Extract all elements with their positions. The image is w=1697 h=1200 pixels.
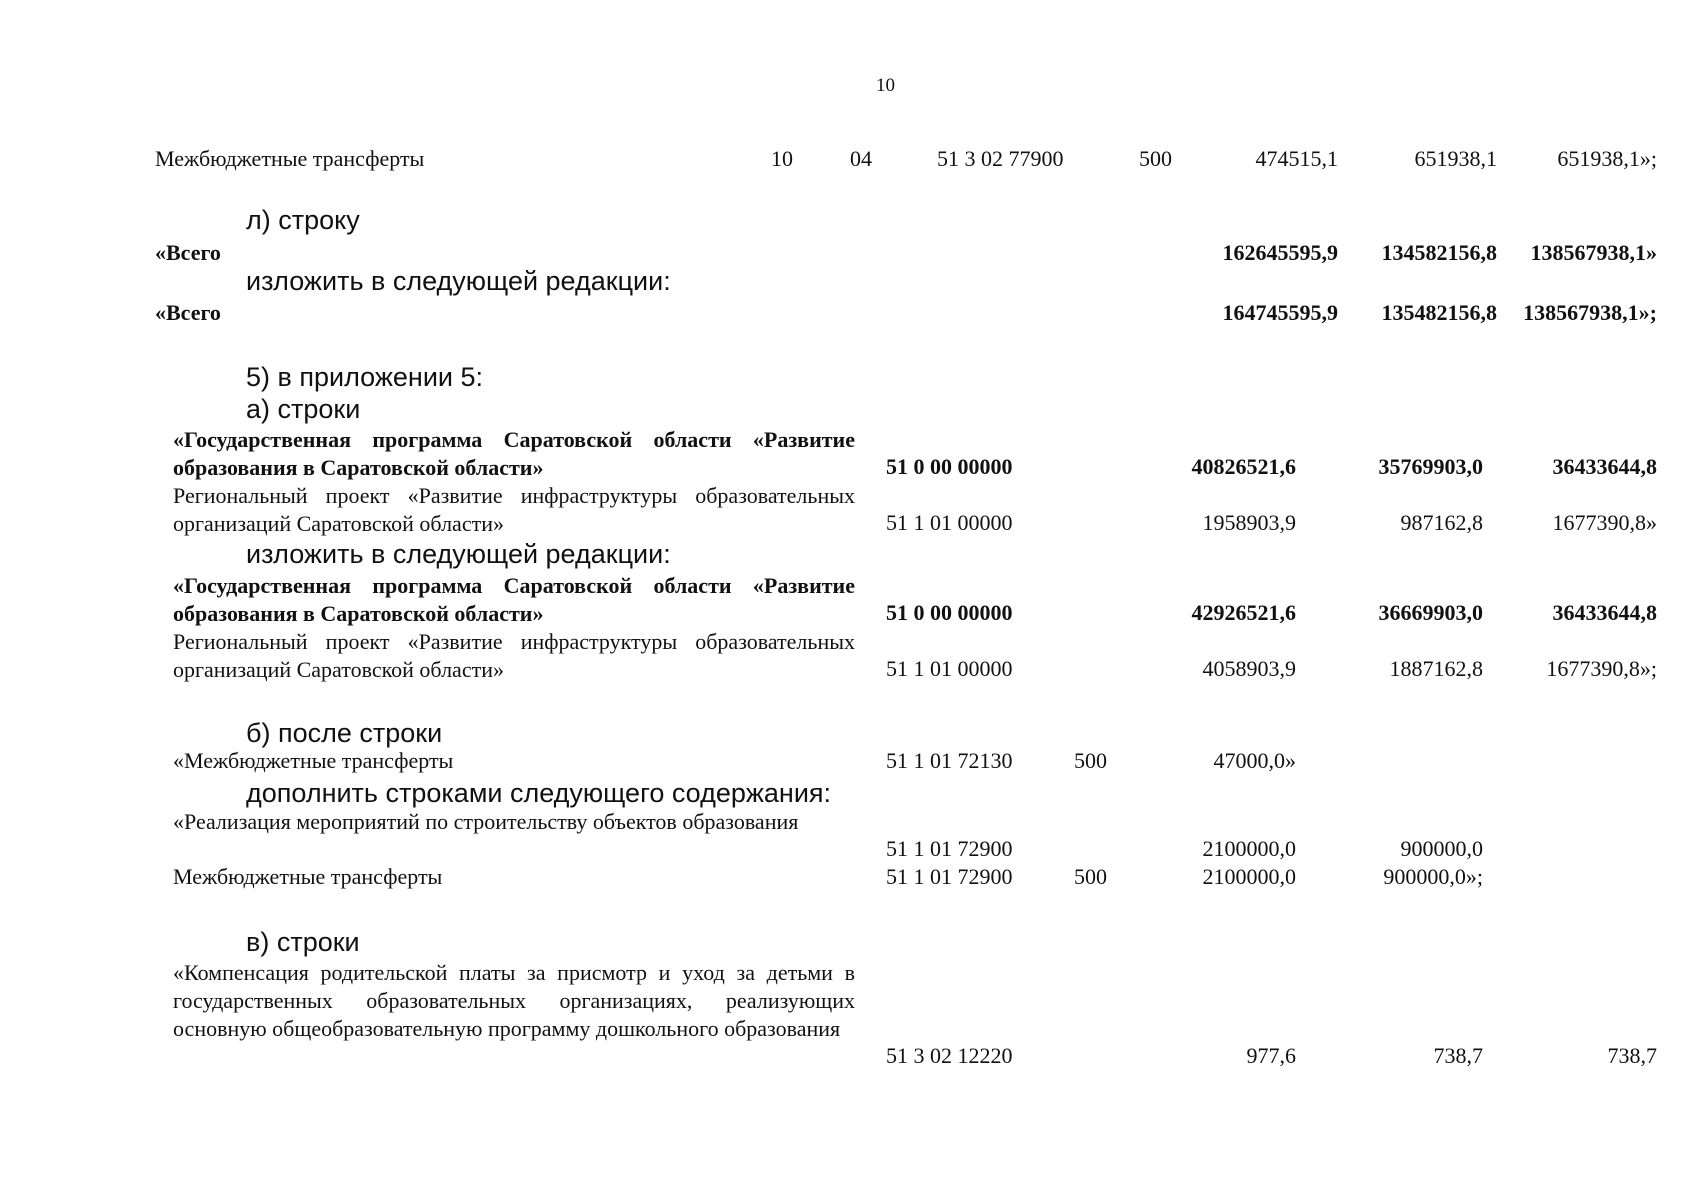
project-row-new-text: Региональный проект «Развитие инфраструктуры образовательных организаций Саратовской области»	[173, 629, 855, 682]
top-row-code: 51 3 02 77900	[937, 146, 1064, 171]
top-row-value-2: 651938,1	[1414, 146, 1497, 171]
section-l-new-value-2: 135482156,8	[1381, 300, 1497, 325]
top-row-label: Межбюджетные трансферты	[155, 146, 425, 171]
project-row-old-value-3: 1677390,8»	[1552, 510, 1657, 535]
section-l-new-value-1: 164745595,9	[1222, 300, 1338, 325]
program-row-new-value-1: 42926521,6	[1191, 600, 1296, 625]
construction-row-code: 51 1 01 72900	[886, 836, 1013, 861]
transfers-row-value-1: 47000,0»	[1213, 748, 1296, 773]
transfers-row-code: 51 1 01 72130	[886, 748, 1013, 773]
compensation-row-value-2: 738,7	[1433, 1043, 1483, 1068]
project-row-new-value-2: 1887162,8	[1389, 656, 1483, 681]
section-l-heading: л) строку	[246, 205, 360, 235]
top-row-value-1: 474515,1	[1255, 146, 1338, 171]
top-row-section: 10	[771, 146, 793, 171]
section-l-new-value-3: 138567938,1»;	[1523, 300, 1657, 325]
program-row-new-code: 51 0 00 00000	[886, 600, 1013, 625]
project-row-old-value-1: 1958903,9	[1202, 510, 1296, 535]
transfers-row-expense-type: 500	[1074, 748, 1107, 773]
program-row-new-text: «Государственная программа Саратовской области «Развитие образования в Саратовской области»	[173, 573, 855, 626]
section-5b-heading: б) после строки	[246, 718, 443, 748]
project-row-old-code: 51 1 01 00000	[886, 510, 1013, 535]
section-l-old-value-2: 134582156,8	[1381, 240, 1497, 265]
construction-transfers-value-1: 2100000,0	[1202, 864, 1296, 889]
section-5b-supplement: дополнить строками следующего содержания:	[246, 778, 832, 808]
program-row-new-value-2: 36669903,0	[1378, 600, 1483, 625]
program-row-new-value-3: 36433644,8	[1552, 600, 1657, 625]
program-row-old-text: «Государственная программа Саратовской области «Развитие образования в Саратовской области»	[173, 427, 855, 480]
project-row-old-text: Региональный проект «Развитие инфраструктуры образовательных организаций Саратовской области»	[173, 483, 855, 536]
section-l-old-value-1: 162645595,9	[1222, 240, 1338, 265]
project-row-new-value-3: 1677390,8»;	[1546, 656, 1657, 681]
transfers-row-text: «Межбюджетные трансферты	[173, 748, 454, 773]
construction-transfers-text: Межбюджетные трансферты	[173, 864, 443, 889]
section-l-redaction: изложить в следующей редакции:	[246, 266, 671, 296]
project-row-new-code: 51 1 01 00000	[886, 656, 1013, 681]
construction-transfers-value-2: 900000,0»;	[1383, 864, 1483, 889]
construction-row-value-1: 2100000,0	[1202, 836, 1296, 861]
project-row-new-value-1: 4058903,9	[1202, 656, 1296, 681]
section-5c-heading: в) строки	[246, 927, 360, 957]
section-l-old-value-3: 138567938,1»	[1530, 240, 1657, 265]
construction-row-value-2: 900000,0	[1400, 836, 1483, 861]
program-row-old-code: 51 0 00 00000	[886, 454, 1013, 479]
section-l-old-label: «Всего	[155, 240, 221, 265]
section-l-new-label: «Всего	[155, 300, 221, 325]
program-row-old-value-3: 36433644,8	[1552, 454, 1657, 479]
project-row-old-value-2: 987162,8	[1400, 510, 1483, 535]
top-row-expense-type: 500	[1139, 146, 1172, 171]
construction-transfers-code: 51 1 01 72900	[886, 864, 1013, 889]
program-row-old-value-2: 35769903,0	[1378, 454, 1483, 479]
section-5-heading: 5) в приложении 5:	[246, 362, 484, 392]
top-row-subsection: 04	[850, 146, 872, 171]
compensation-row-text: «Компенсация родительской платы за присмотр и уход за детьми в государственных образовательных организациях, реализующих основную общеобразовательную программу дошкольного образования	[173, 960, 855, 1041]
program-row-old-value-1: 40826521,6	[1191, 454, 1296, 479]
compensation-row-value-1: 977,6	[1246, 1043, 1296, 1068]
section-5a-redaction: изложить в следующей редакции:	[246, 539, 671, 569]
compensation-row-code: 51 3 02 12220	[886, 1043, 1013, 1068]
compensation-row-value-3: 738,7	[1607, 1043, 1657, 1068]
section-5a-heading: а) строки	[246, 394, 361, 424]
construction-transfers-expense-type: 500	[1074, 864, 1107, 889]
page-number: 10	[876, 75, 895, 96]
construction-row-text: «Реализация мероприятий по строительству объектов образования	[173, 809, 799, 834]
top-row-value-3: 651938,1»;	[1557, 146, 1657, 171]
